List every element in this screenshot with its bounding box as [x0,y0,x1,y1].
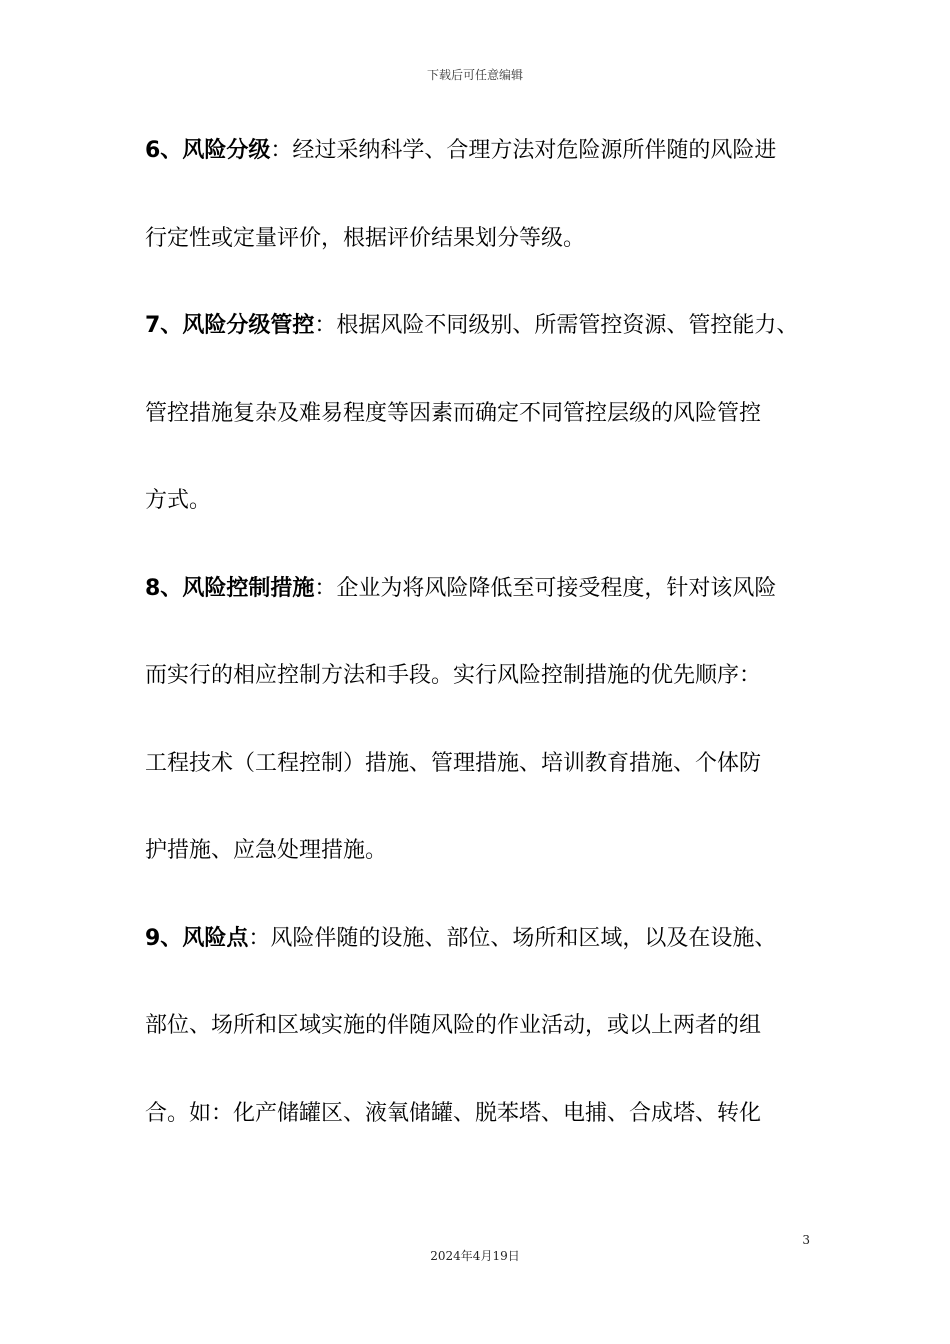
section-8-line-3: 工程技术（工程控制）措施、管理措施、培训教育措施、个体防 [145,750,762,776]
section-7-line-1 [145,303,825,391]
section-7-number: 7、 [145,313,183,338]
section-9-line-3: 合。如：化产储罐区、液氧储罐、脱苯塔、电捕、合成塔、转化 [145,1100,762,1126]
section-8-term: 风险控制措施 [182,575,315,601]
section-6-line-2: 行定性或定量评价，根据评价结果划分等级。 [145,225,586,251]
section-8-line-1 [145,566,825,654]
section-8-text: 企业为将风险降低至可接受程度，针对该风险 [336,575,777,601]
section-6-separator: ： [270,138,293,163]
section-6-text: 经过采纳科学、合理方法对危险源所伴随的风险进 [292,138,777,163]
section-9-number: 9、 [145,925,183,951]
section-9-text: 风险伴随的设施、部位、场所和区域，以及在设施、 [270,925,777,951]
section-6-number: 6、 [145,138,183,163]
section-7-line-3: 方式。 [145,488,212,513]
page-number: 3 [802,1233,810,1247]
section-9-term: 风险点 [182,925,249,951]
section-6-line-1 [145,128,825,216]
section-8-separator: ： [314,575,337,601]
section-7-line-2: 管控措施复杂及难易程度等因素而确定不同管控层级的风险管控 [145,400,762,426]
section-8-line-2: 而实行的相应控制方法和手段。实行风险控制措施的优先顺序： [145,663,762,688]
section-7-term: 风险分级管控 [182,313,315,338]
document-body [145,128,825,1178]
section-7-text: 根据风险不同级别、所需管控资源、管控能力、 [336,313,799,338]
section-9-separator: ： [248,925,271,951]
section-9-line-2: 部位、场所和区域实施的伴随风险的作业活动，或以上两者的组 [145,1013,762,1038]
page-header: 下载后可任意编辑 [426,68,523,82]
section-7-separator: ： [314,313,337,338]
section-6-term: 风险分级 [182,138,271,163]
section-8-number: 8、 [145,575,183,601]
section-8-line-4: 护措施、应急处理措施。 [145,838,388,863]
footer-date: 2024年4月19日 [430,1249,520,1263]
section-9-line-1 [145,916,825,1004]
